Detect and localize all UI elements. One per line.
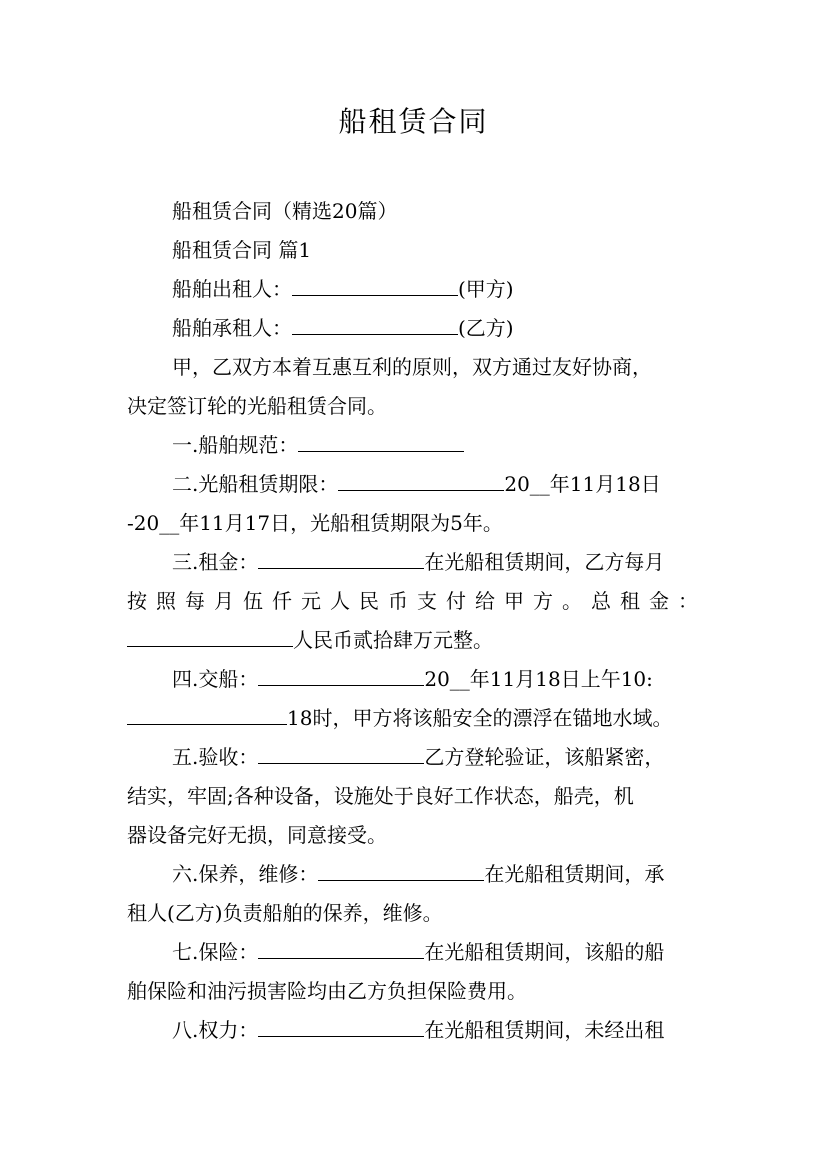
lessor-line [172, 274, 514, 304]
document-title: 船租赁合同 [338, 105, 489, 138]
clause-label: 六.保养，维修： [172, 862, 319, 886]
clause-blank [298, 431, 464, 452]
paragraph-line: 结实，牢固;各种设备，设施处于良好工作状态，船壳，机 [127, 784, 634, 808]
clause-blank [338, 470, 504, 491]
clause-blank [258, 938, 424, 959]
clause-blank [127, 626, 293, 647]
clause-7-line [172, 937, 664, 967]
lessee-suffix: (乙方) [458, 316, 514, 340]
clause-label: 八.权力： [172, 1018, 259, 1042]
paragraph-line: 甲，乙双方本着互惠互利的原则，双方通过友好协商， [172, 355, 652, 379]
clause-blank [127, 704, 287, 725]
clause-label: 三.租金： [172, 550, 259, 574]
clause-text: 在光船租赁期间，未经出租 [424, 1018, 665, 1042]
clause-3-amount-line [127, 625, 493, 655]
clause-label: 二.光船租赁期限： [172, 472, 339, 496]
clause-4-cont-line [127, 703, 672, 733]
clause-4-line [172, 664, 653, 694]
clause-text: 在光船租赁期间，乙方每月 [424, 550, 665, 574]
clause-label: 一.船舶规范： [172, 433, 299, 457]
clause-blank [258, 1016, 424, 1037]
clause-5-line [172, 742, 664, 772]
clause-text: 在光船租赁期间，该船的船 [424, 940, 665, 964]
paragraph-line: 租人(乙方)负责船舶的保养，维修。 [127, 901, 443, 925]
clause-label: 七.保险： [172, 940, 259, 964]
lessee-line [172, 313, 514, 343]
lessee-label: 船舶承租人： [172, 316, 292, 340]
clause-text: 20__年11月18日 [504, 472, 661, 496]
clause-3-line [172, 547, 664, 577]
clause-blank [258, 548, 424, 569]
clause-blank [318, 860, 484, 881]
clause-text: 人民币贰拾肆万元整。 [293, 628, 493, 652]
clause-6-line [172, 859, 664, 889]
subtitle-line: 船租赁合同（精选20篇） [172, 199, 398, 223]
clause-label: 五.验收： [172, 745, 259, 769]
clause-8-line [172, 1015, 664, 1045]
section-heading: 船租赁合同 篇1 [172, 238, 312, 262]
clause-blank [258, 665, 424, 686]
clause-blank [258, 743, 424, 764]
clause-text: 18时，甲方将该船安全的漂浮在锚地水域。 [287, 706, 673, 730]
clause-label: 四.交船： [172, 667, 259, 691]
lessor-blank [292, 275, 458, 296]
paragraph-line: 决定签订轮的光船租赁合同。 [127, 394, 387, 418]
paragraph-line: 按照每月伍仟元人民币支付给甲方。总租金： [127, 589, 707, 613]
lessor-suffix: (甲方) [458, 277, 514, 301]
lessor-label: 船舶出租人： [172, 277, 292, 301]
paragraph-line: 舶保险和油污损害险均由乙方负担保险费用。 [127, 979, 527, 1003]
lessee-blank [292, 314, 458, 335]
clause-text: 在光船租赁期间，承 [484, 862, 665, 886]
clause-text: 乙方登轮验证，该船紧密， [424, 745, 665, 769]
clause-2-line [172, 469, 661, 499]
clause-text: 20__年11月18日上午10: [424, 667, 653, 691]
clause-1-line [172, 430, 464, 460]
paragraph-line: -20__年11月17日，光船租赁期限为5年。 [127, 511, 503, 535]
paragraph-line: 器设备完好无损，同意接受。 [127, 823, 387, 847]
